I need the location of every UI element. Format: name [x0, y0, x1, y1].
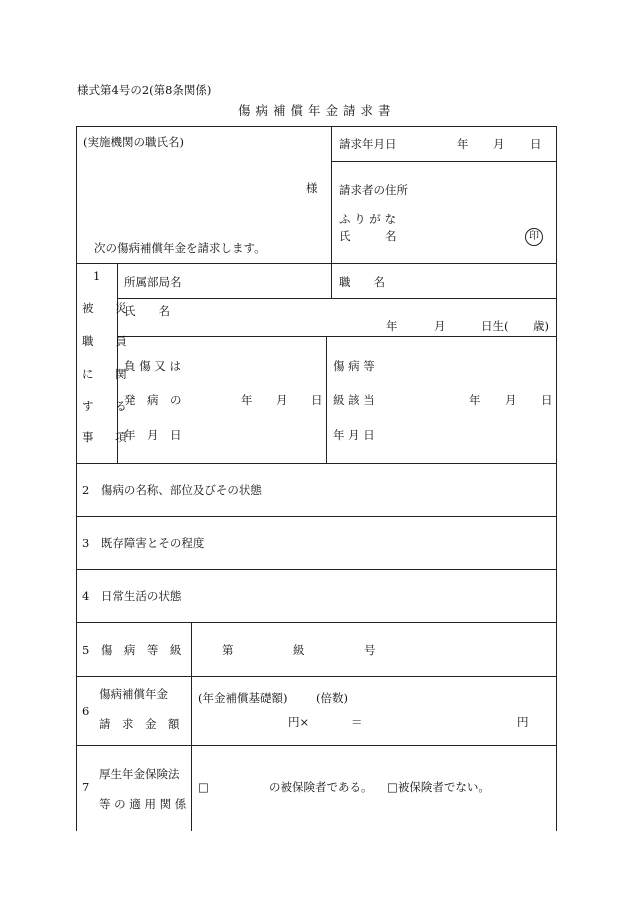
- insured-text: の被保険者である。: [269, 780, 373, 794]
- row-divider: [76, 463, 557, 464]
- grade-label-2: 級 該 当: [333, 393, 375, 407]
- grade-year: 年: [469, 393, 481, 407]
- grade-label-1: 傷 病 等: [333, 359, 375, 373]
- applicant-name-label: 氏 名: [339, 229, 397, 243]
- date-day: 日: [530, 137, 542, 151]
- insured-checkbox[interactable]: □: [198, 780, 209, 794]
- frame-right: [556, 126, 557, 831]
- col-divider: [191, 622, 192, 831]
- birth-month: 月: [434, 319, 446, 333]
- row-divider: [76, 676, 557, 677]
- base-amount-label: (年金補償基礎額): [198, 691, 288, 705]
- furigana-label: ふ り が な: [339, 212, 396, 226]
- section1-vertical-3: に 関: [82, 367, 136, 381]
- position-label: 職 名: [339, 275, 385, 289]
- injury-year: 年: [241, 393, 253, 407]
- yen-unit: 円: [517, 715, 529, 729]
- section7-number: 7: [82, 780, 90, 794]
- row-divider: [76, 263, 557, 264]
- section1-vertical-2: 職 員: [82, 334, 136, 348]
- row-divider: [76, 569, 557, 570]
- multiplier-label: (倍数): [316, 691, 348, 705]
- section7-label-2: 等 の 適 用 関 係: [99, 797, 187, 811]
- section6-label-1: 傷病補償年金: [99, 687, 168, 701]
- section1-vertical-1: 被 災: [82, 301, 136, 315]
- section6-number: 6: [82, 704, 90, 718]
- date-label: 請求年月日: [339, 137, 397, 151]
- birth-day: 日生(: [481, 319, 509, 333]
- row-divider: [117, 336, 557, 337]
- section5-label: 5 傷 病 等 級: [82, 643, 182, 657]
- agency-label: (実施機関の職氏名): [83, 135, 184, 149]
- grade-dai: 第: [222, 643, 234, 657]
- page-title: 傷病補償年金請求書: [238, 103, 396, 118]
- section1-vertical-4: す る: [82, 399, 136, 413]
- birth-age: 歳): [533, 319, 549, 333]
- row-divider: [76, 622, 557, 623]
- col-divider: [326, 336, 327, 463]
- date-year: 年: [457, 137, 469, 151]
- grade-kyu: 級: [293, 643, 305, 657]
- grade-go: 号: [364, 643, 376, 657]
- not-insured-checkbox-text[interactable]: □被保険者でない。: [387, 780, 490, 794]
- section3-label: 3 既存障害とその程度: [82, 536, 205, 550]
- request-statement: 次の傷病補償年金を請求します。: [94, 241, 266, 255]
- date-month: 月: [493, 137, 505, 151]
- grade-label-3: 年 月 日: [333, 428, 375, 442]
- section1-number: 1: [93, 269, 101, 283]
- sama-label: 様: [306, 181, 318, 195]
- grade-day: 日: [541, 393, 553, 407]
- section4-label: 4 日常生活の状態: [82, 589, 182, 603]
- injury-day: 日: [311, 393, 323, 407]
- grade-month: 月: [505, 393, 517, 407]
- yen-times: 円×: [288, 715, 310, 729]
- col-divider: [331, 263, 332, 298]
- row-divider: [76, 516, 557, 517]
- seal-mark: 印: [525, 228, 543, 246]
- injury-month: 月: [276, 393, 288, 407]
- frame-left: [76, 126, 77, 831]
- section1-vertical-5: 事 項: [82, 430, 136, 444]
- frame-top: [76, 126, 557, 127]
- birth-year: 年: [386, 319, 398, 333]
- row-divider: [76, 745, 557, 746]
- injury-label-1: 負 傷 又 は: [124, 359, 181, 373]
- dept-label: 所属部局名: [124, 275, 182, 289]
- section7-label-1: 厚生年金保険法: [99, 767, 180, 781]
- form-number: 様式第4号の2(第8条関係): [77, 83, 212, 97]
- col-divider: [331, 126, 332, 263]
- injury-label-3: 年 月 日: [124, 428, 182, 442]
- victim-name-label: 氏 名: [124, 304, 170, 318]
- section2-label: 2 傷病の名称、部位及びその状態: [82, 483, 262, 497]
- equals-sign: ＝: [351, 715, 363, 729]
- row-divider: [331, 161, 557, 162]
- injury-label-2: 発 病 の: [124, 393, 182, 407]
- row-divider: [117, 298, 557, 299]
- address-label: 請求者の住所: [339, 183, 408, 197]
- section6-label-2: 請 求 金 額: [99, 717, 180, 731]
